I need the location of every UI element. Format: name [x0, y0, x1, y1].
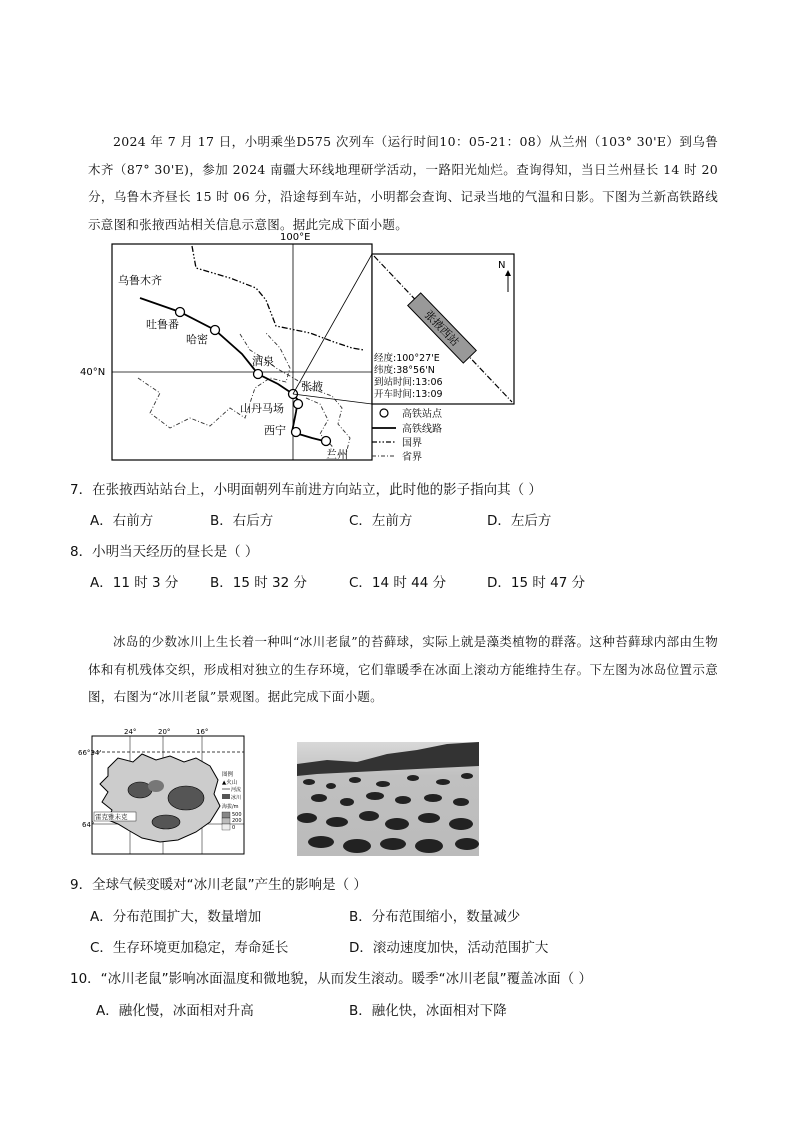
- passage-1: 2024 年 7 月 17 日，小明乘坐D575 次列车（运行时间10：05-21：08）从兰州（103° 30'E）到乌鲁木齐（87° 30'E)，参加 2024 南疆大环线地理研学活动，一路阳光灿烂。查询得知，当日兰州昼长 14 时 20 分，乌鲁木齐昼长 15 时 06 分，沿途每到车站，小明都会查询、记录当地的气温和日影。下图为兰新高铁路线示意图和张掖西站相关信息示意图。据此完成下面小题。: [88, 134, 718, 232]
- city-jiuquan: 酒泉: [252, 355, 274, 368]
- city-zhangye: 张掖: [301, 380, 323, 393]
- q8-option-a[interactable]: A．11 时 3 分: [90, 575, 179, 591]
- legend-provincial: 省界: [402, 452, 422, 463]
- lat-66-label: 66°34': [78, 749, 102, 757]
- lon-16-label: 16°: [196, 728, 209, 736]
- map2-legend-glacier: 冰川: [231, 795, 242, 801]
- inset-latitude: 纬度:38°56'N: [374, 365, 435, 376]
- inset-depart: 开车时间:13:09: [374, 389, 443, 400]
- q8-option-d[interactable]: D．15 时 47 分: [487, 575, 586, 591]
- lon-24-label: 24°: [124, 728, 137, 736]
- inset-station-name: 张掖西站: [421, 308, 462, 349]
- q10-option-a[interactable]: A．融化慢，冰面相对升高: [96, 1003, 254, 1019]
- city-urumqi: 乌鲁木齐: [118, 274, 162, 287]
- map2-legend-e2: 200: [232, 818, 242, 824]
- inset-longitude: 经度:100°27'E: [374, 353, 440, 364]
- station-lanzhou: [322, 437, 331, 446]
- rail-route-map: [80, 228, 520, 464]
- q7-option-c[interactable]: C．左前方: [349, 513, 413, 529]
- q9-option-d[interactable]: D．滚动速度加快，活动范围扩大: [349, 940, 549, 956]
- north-label: N: [498, 260, 506, 271]
- q8-option-b[interactable]: B．15 时 32 分: [210, 575, 307, 591]
- reykjavik-label: 雷克雅未克: [95, 813, 128, 821]
- glacier-mice-photo: [297, 742, 479, 856]
- question-10-stem: 10．“冰川老鼠”影响冰面温度和微地貌，从而发生滚动。暖季“冰川老鼠”覆盖冰面（ ）: [70, 971, 592, 987]
- station-jiuquan: [254, 370, 263, 379]
- map2-legend-e1: 500: [232, 812, 242, 818]
- map2-legend-river: 河流: [231, 787, 242, 793]
- q7-option-d[interactable]: D．左后方: [487, 513, 552, 529]
- map2-legend-elev: 海拔/m: [222, 804, 239, 810]
- map2-legend-title: 图例: [222, 772, 234, 778]
- station-hami: [211, 326, 220, 335]
- q8-option-c[interactable]: C．14 时 44 分: [349, 575, 447, 591]
- lat-40-label: 40°N: [80, 367, 106, 378]
- question-7-stem: 7．在张掖西站站台上，小明面朝列车前进方向站立，此时他的影子指向其（ ）: [70, 482, 542, 498]
- q9-option-a[interactable]: A．分布范围扩大，数量增加: [90, 909, 262, 925]
- legend-station: 高铁站点: [402, 409, 442, 420]
- city-lanzhou: 兰州: [326, 448, 348, 461]
- city-hami: 哈密: [186, 333, 208, 346]
- legend-station-icon: [380, 409, 388, 417]
- q7-option-b[interactable]: B．右后方: [210, 513, 274, 529]
- city-xining: 西宁: [264, 424, 286, 437]
- passage-2: 冰岛的少数冰川上生长着一种叫“冰川老鼠”的苔藓球，实际上就是藻类植物的群落。这种苔藓球内部由生物体和有机残体交织，形成相对独立的生存环境，它们靠暖季在冰面上滚动方能维持生存。下左图为冰岛位置示意图，右图为“冰川老鼠”景观图。据此完成下面小题。: [88, 634, 718, 704]
- legend-national: 国界: [402, 438, 422, 449]
- iceland-map: [78, 728, 248, 858]
- map2-legend-e3: 0: [232, 825, 236, 831]
- station-turpan: [176, 308, 185, 317]
- lon-20-label: 20°: [158, 728, 171, 736]
- city-turpan: 吐鲁番: [146, 318, 179, 331]
- q9-option-b[interactable]: B．分布范围缩小，数量减少: [349, 909, 521, 925]
- q9-option-c[interactable]: C．生存环境更加稳定，寿命延长: [90, 940, 289, 956]
- lon-100-label: 100°E: [280, 232, 311, 243]
- question-9-stem: 9．全球气候变暖对“冰川老鼠”产生的影响是（ ）: [70, 877, 367, 893]
- lat-64-label: 64°: [82, 821, 95, 829]
- question-8-stem: 8．小明当天经历的昼长是（ ）: [70, 544, 259, 560]
- q10-option-b[interactable]: B．融化快，冰面相对下降: [349, 1003, 507, 1019]
- station-shandan: [294, 400, 303, 409]
- inset-arrive: 到站时间:13:06: [374, 377, 443, 388]
- legend-rail: 高铁线路: [402, 424, 442, 435]
- city-shandan: 山丹马场: [240, 402, 284, 415]
- station-xining: [292, 428, 301, 437]
- q7-option-a[interactable]: A．右前方: [90, 513, 154, 529]
- map2-legend-volcano: ▲火山: [222, 780, 238, 786]
